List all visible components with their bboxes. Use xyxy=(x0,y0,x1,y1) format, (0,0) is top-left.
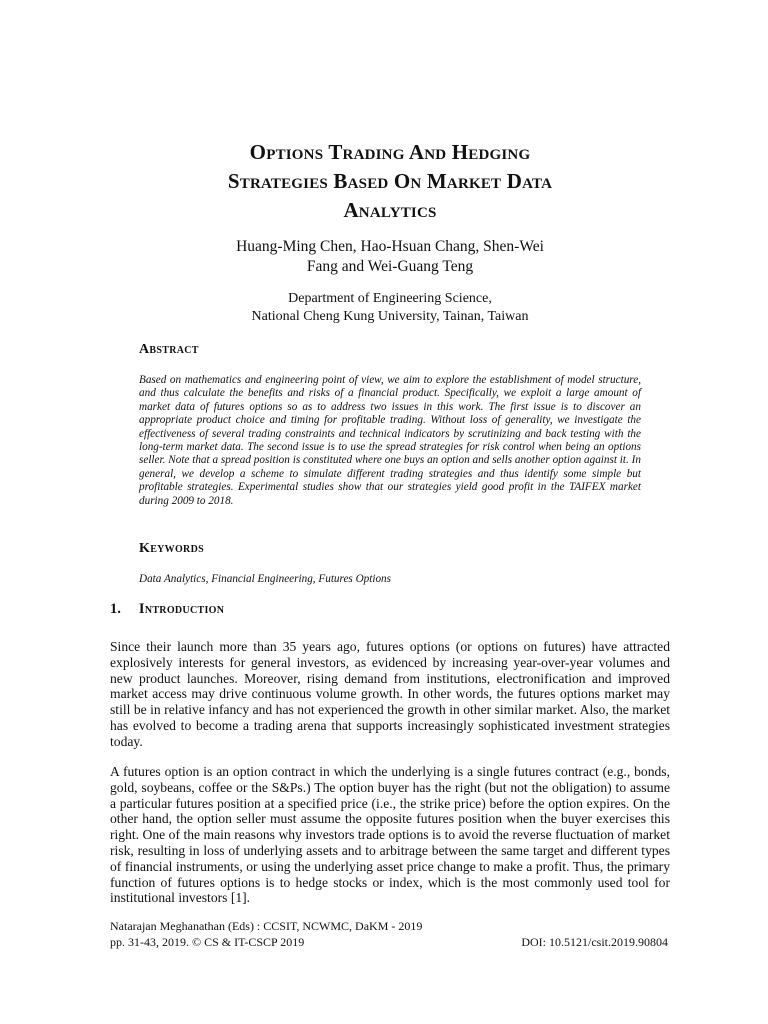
authors-line-2: Fang and Wei-Guang Teng xyxy=(306,258,474,275)
page-footer xyxy=(110,918,668,950)
author-list xyxy=(150,237,630,277)
title-line-1: Options Trading And Hedging xyxy=(249,140,531,164)
section-number: 1. xyxy=(110,601,121,617)
affiliation-line-2: National Cheng Kung University, Tainan, Taiwan xyxy=(251,309,529,324)
introduction-paragraph-2: A futures option is an option contract in which the underlying is a single futures contract (e.g., bonds, gold, soybeans, coffee or the S&Ps.) The option buyer has the right (but not the obligation) to assume a particular futures position at a specified price (i.e., the strike price) before the option expires. On the other hand, the option seller must assume the opposite futures position when the buyer exercises this right. One of the main reasons why investors trade options is to avoid the reverse fluctuation of market risk, resulting in loss of underlying assets and to arbitrage between the same target and different types of financial instruments, or using the underlying asset price change to make a profit. Thus, the primary function of futures options is to hedge stocks or index, which is the most commonly used tool for institutional investors [1]. xyxy=(110,764,670,906)
paper-title xyxy=(100,138,680,225)
footer-editors: Natarajan Meghanathan (Eds) : CCSIT, NCWMC, DaKM - 2019 xyxy=(110,919,423,933)
title-line-2: Strategies Based On Market Data xyxy=(227,169,553,193)
introduction-heading xyxy=(110,601,224,618)
keywords-heading: Keywords xyxy=(139,541,204,556)
title-line-3: Analytics xyxy=(343,198,437,222)
section-title: Introduction xyxy=(138,601,225,617)
affiliation xyxy=(150,290,630,326)
footer-pages: pp. 31-43, 2019. © CS & IT-CSCP 2019 xyxy=(110,935,305,949)
keywords-text: Data Analytics, Financial Engineering, Futures Options xyxy=(139,573,392,585)
introduction-paragraph-1: Since their launch more than 35 years ago, futures options (or options on futures) have attracted explosively interests for general investors, as evidenced by increasing year-over-year volumes and new product launches. Moreover, rising demand from institutions, electronification and improved market access may drive continuous volume growth. In other words, the futures options market may still be in relative infancy and has not experienced the growth in other similar market. Also, the market has evolved to become a trading arena that supports increasingly sophisticated investment strategies today. xyxy=(110,639,670,749)
footer-row xyxy=(110,934,668,950)
affiliation-line-1: Department of Engineering Science, xyxy=(288,291,492,306)
footer-doi: DOI: 10.5121/csit.2019.90804 xyxy=(521,935,668,949)
abstract-text: Based on mathematics and engineering point of view, we aim to explore the establishment of model structure, and thus calculate the benefits and risks of a financial product. Specifically, we exploit a large amount of market data of futures options so as to address two issues in this work. The first issue is to discover an appropriate product choice and timing for profitable trading. Without loss of generality, we investigate the effectiveness of several trading constraints and technical indicators by scrutinizing and back testing with the long-term market data. The second issue is to use the spread strategies for risk control when being an options seller. Note that a spread position is constituted where one buys an option and sells another option against it. In general, we develop a scheme to simulate different trading strategies and thus identify some simple but profitable strategies. Experimental studies show that our strategies yield good profit in the TAIFEX market during 2009 to 2018. xyxy=(139,374,641,507)
authors-line-1: Huang-Ming Chen, Hao-Hsuan Chang, Shen-Wei xyxy=(236,238,544,255)
abstract-heading: Abstract xyxy=(139,342,199,357)
